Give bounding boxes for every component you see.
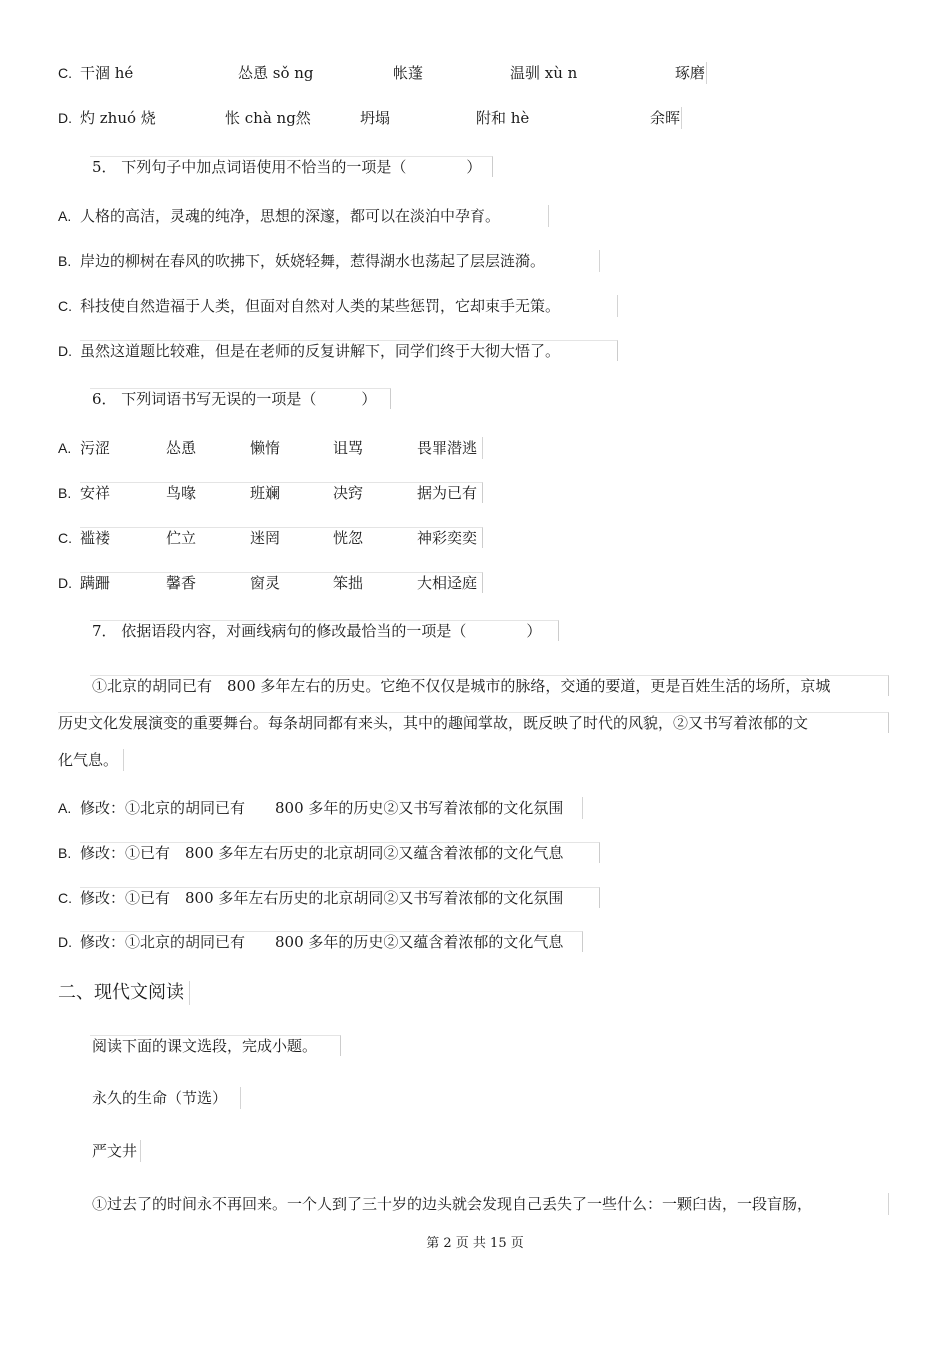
q4-c-item-3: 帐蓬 xyxy=(393,64,424,82)
option-letter: B. xyxy=(58,485,72,501)
option-text: 岸边的柳树在春风的吹拂下，妖娆轻舞，惹得湖水也荡起了层层涟漪。 xyxy=(80,252,546,270)
q4-d-item-1: 灼 zhuó 烧 xyxy=(80,109,156,127)
option-letter: D. xyxy=(58,575,72,591)
question-stem: 6． 下列词语书写无误的一项是（ ） xyxy=(92,390,377,408)
q4-d-item-5: 余晖 xyxy=(650,109,681,127)
option-letter: D. xyxy=(58,934,72,950)
line-marker xyxy=(482,437,483,459)
line-frame xyxy=(80,527,483,548)
word: 班斓 xyxy=(250,484,281,502)
option-letter: C. xyxy=(58,298,72,314)
word: 伫立 xyxy=(166,529,197,547)
option-letter: D. xyxy=(58,343,72,359)
option-letter: A. xyxy=(58,440,72,456)
q4-d-item-2: 怅 chà ng然 xyxy=(225,109,311,127)
line-marker xyxy=(548,205,549,227)
line-marker xyxy=(123,749,124,771)
line-frame xyxy=(80,572,483,593)
word: 蹒跚 xyxy=(80,574,111,592)
word: 诅骂 xyxy=(333,439,364,457)
word: 神彩奕奕 xyxy=(417,529,478,547)
section-heading: 二、现代文阅读 xyxy=(58,982,184,1003)
line-frame xyxy=(80,887,600,908)
passage-line: ①北京的胡同已有 800 多年左右的历史。它绝不仅仅是城市的脉络，交通的要道，更是百姓生活的场所，京城 xyxy=(92,677,831,695)
q4-c-item-1: 干涸 hé xyxy=(80,64,134,82)
option-text: 科技使自然造福于人类，但面对自然对人类的某些惩罚，它却束手无策。 xyxy=(80,297,561,315)
word: 迷罔 xyxy=(250,529,281,547)
line-marker xyxy=(140,1140,141,1162)
option-text: 修改：①已有 800 多年左右历史的北京胡同②又蕴含着浓郁的文化气息 xyxy=(80,844,564,862)
q4-d-item-4: 附和 hè xyxy=(476,109,530,127)
word: 污涩 xyxy=(80,439,111,457)
option-letter: B. xyxy=(58,253,72,269)
word: 安祥 xyxy=(80,484,111,502)
option-letter: A. xyxy=(58,208,72,224)
line-marker xyxy=(706,62,707,84)
line-marker xyxy=(599,250,600,272)
word: 褴褛 xyxy=(80,529,111,547)
option-text: 修改：①北京的胡同已有 800 多年的历史②又蕴含着浓郁的文化气息 xyxy=(80,933,564,951)
word: 懒惰 xyxy=(250,439,281,457)
option-letter: D. xyxy=(58,110,72,126)
option-letter: A. xyxy=(58,800,72,816)
question-stem: 7． 依据语段内容，对画线病句的修改最恰当的一项是（ ） xyxy=(92,622,542,640)
passage-title: 永久的生命（节选） xyxy=(92,1089,228,1107)
q4-c-item-5: 琢磨 xyxy=(675,64,706,82)
option-letter: C. xyxy=(58,890,72,906)
q4-c-item-2: 怂恿 sǒ ng xyxy=(238,64,314,82)
line-frame xyxy=(80,842,600,863)
option-letter: B. xyxy=(58,845,72,861)
page-number: 第 2 页 共 15 页 xyxy=(426,1236,524,1251)
line-frame xyxy=(80,931,583,952)
option-text: 修改：①北京的胡同已有 800 多年的历史②又书写着浓郁的文化氛围 xyxy=(80,799,564,817)
word: 畏罪潜逃 xyxy=(417,439,478,457)
passage-author: 严文井 xyxy=(92,1142,138,1160)
word: 据为已有 xyxy=(417,484,478,502)
option-text: 修改：①已有 800 多年左右历史的北京胡同②又书写着浓郁的文化氛围 xyxy=(80,889,564,907)
line-marker xyxy=(189,981,190,1005)
q4-c-item-4: 温驯 xù n xyxy=(510,64,578,82)
word: 笨拙 xyxy=(333,574,364,592)
option-letter: C. xyxy=(58,530,72,546)
word: 怂恿 xyxy=(166,439,197,457)
passage-line: 化气息。 xyxy=(58,751,119,769)
line-frame xyxy=(80,340,618,361)
passage-paragraph: ①过去了的时间永不再回来。一个人到了三十岁的边头就会发现自己丢失了一些什么：一颗臼齿，一段盲肠， xyxy=(92,1195,813,1213)
word: 决窍 xyxy=(333,484,364,502)
line-marker xyxy=(681,107,682,129)
line-marker xyxy=(582,797,583,819)
passage-line: 历史文化发展演变的重要舞台。每条胡同都有来头，其中的趣闻掌故，既反映了时代的风貌，②又书写着浓郁的文 xyxy=(58,714,809,732)
option-letter: C. xyxy=(58,65,72,81)
question-stem: 5． 下列句子中加点词语使用不恰当的一项是（ ） xyxy=(92,158,482,176)
word: 馨香 xyxy=(166,574,197,592)
reading-instruction: 阅读下面的课文选段，完成小题。 xyxy=(92,1037,318,1055)
line-marker xyxy=(888,1193,889,1215)
word: 大相迳庭 xyxy=(417,574,478,592)
word: 鸟喙 xyxy=(166,484,197,502)
option-text: 人格的高洁，灵魂的纯净，思想的深邃，都可以在淡泊中孕育。 xyxy=(80,207,501,225)
option-text: 虽然这道题比较难，但是在老师的反复讲解下，同学们终于大彻大悟了。 xyxy=(80,342,561,360)
line-frame xyxy=(80,482,483,503)
word: 恍忽 xyxy=(333,529,364,547)
word: 窗灵 xyxy=(250,574,281,592)
line-marker xyxy=(240,1087,241,1109)
line-marker xyxy=(617,295,618,317)
q4-d-item-3: 坍塌 xyxy=(360,109,391,127)
